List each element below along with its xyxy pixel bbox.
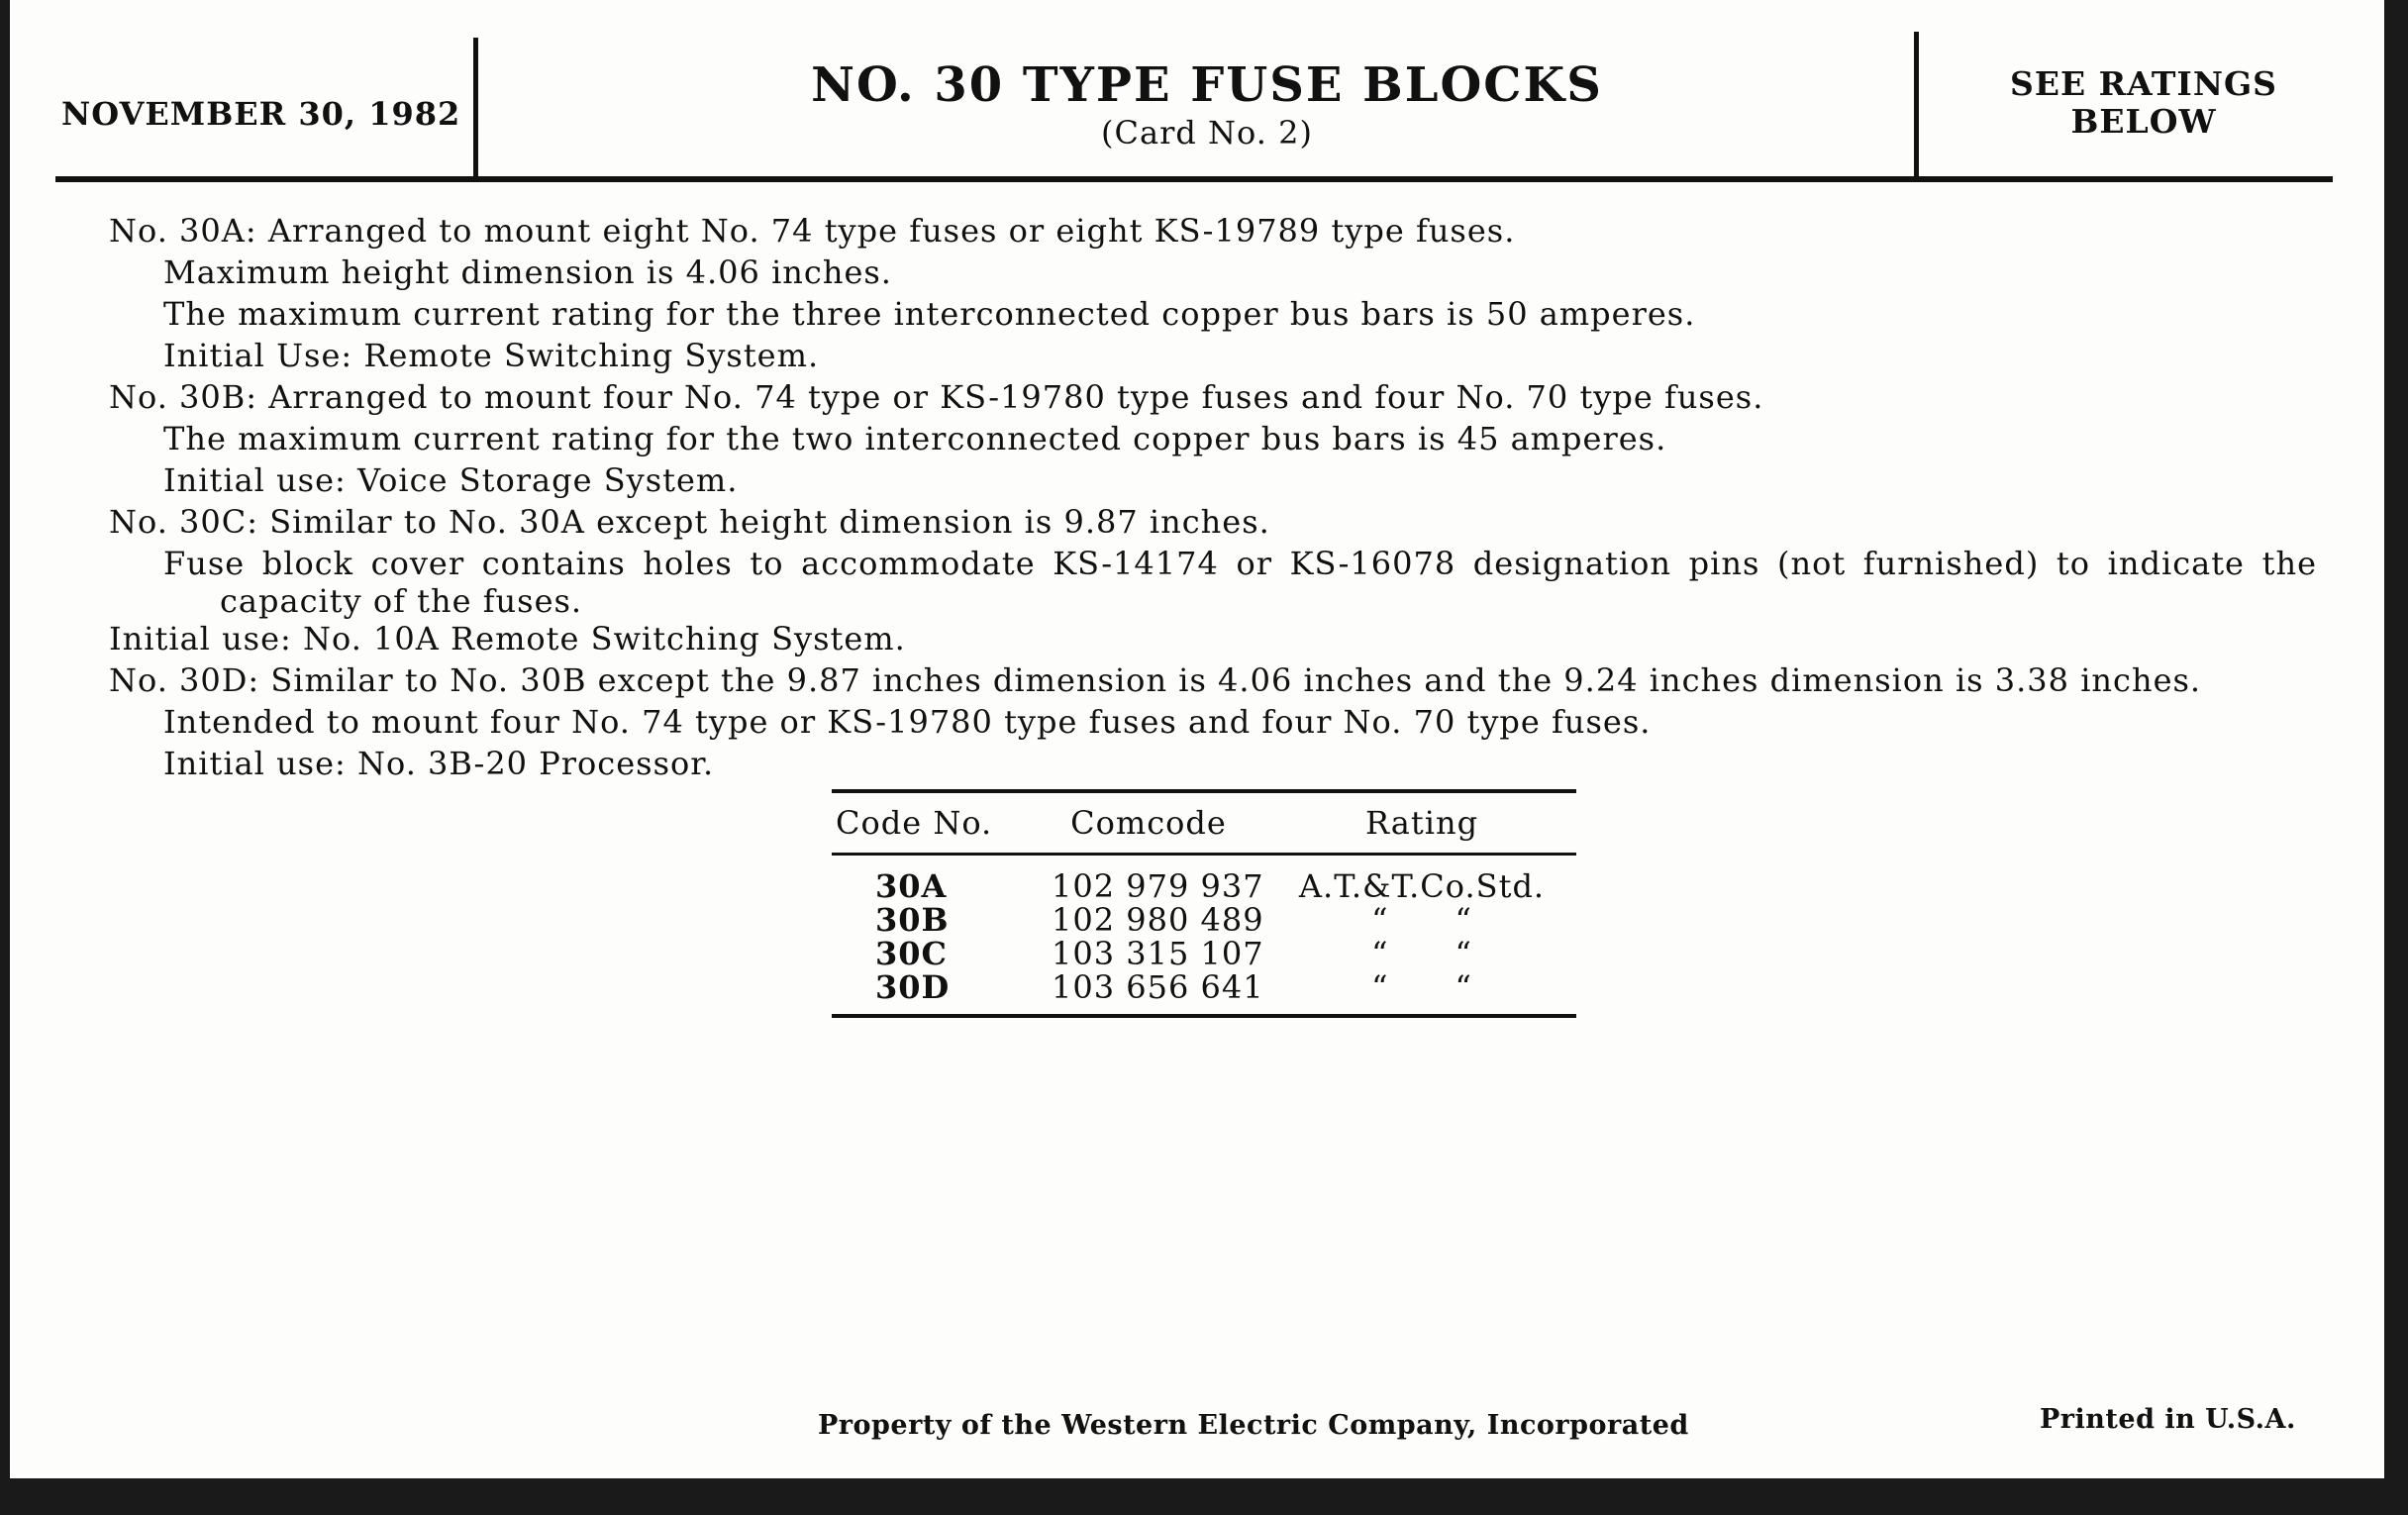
table-row xyxy=(832,970,1576,1004)
table-header-row xyxy=(832,793,1576,853)
cell-comcode: 103 656 641 xyxy=(1052,968,1264,1006)
card-subtitle: (Card No. 2) xyxy=(1101,113,1313,152)
ratings-note xyxy=(1941,65,2347,141)
body-line: Maximum height dimension is 4.06 inches. xyxy=(163,253,892,291)
footer-printed-notice: Printed in U.S.A. xyxy=(2040,1404,2296,1435)
body-line: The maximum current rating for the three interconnected copper bus bars is 50 amperes. xyxy=(163,295,1696,333)
cell-rating: “ “ xyxy=(1371,935,1472,972)
body-line: Initial use: Voice Storage System. xyxy=(163,461,739,499)
ratings-note-line-1: SEE RATINGS xyxy=(2009,64,2278,103)
table-row xyxy=(832,869,1576,903)
col-header-code: Code No. xyxy=(836,804,993,842)
cell-rating: “ “ xyxy=(1371,901,1472,939)
body-line: Fuse block cover contains holes to accommodate KS-14174 or KS-16078 designation pins (not furnished) to indicate the xyxy=(163,545,2317,582)
card-date: NOVEMBER 30, 1982 xyxy=(61,95,461,133)
table-bottom-rule xyxy=(832,1014,1576,1018)
body-line: Initial Use: Remote Switching System. xyxy=(163,337,820,374)
col-header-comcode: Comcode xyxy=(1070,804,1227,842)
table-body xyxy=(832,856,1576,1014)
card-title-block xyxy=(485,59,1929,152)
body-line: No. 30C: Similar to No. 30A except height dimension is 9.87 inches. xyxy=(109,503,1270,541)
cell-code: 30C xyxy=(875,935,948,972)
body-line: No. 30B: Arranged to mount four No. 74 type or KS-19780 type fuses and four No. 70 type fuses. xyxy=(109,378,1764,416)
table-row xyxy=(832,903,1576,937)
header-divider-right xyxy=(1914,32,1919,176)
body-line: Intended to mount four No. 74 type or KS-19780 type fuses and four No. 70 type fuses. xyxy=(163,703,1652,741)
body-line: No. 30A: Arranged to mount eight No. 74 type fuses or eight KS-19789 type fuses. xyxy=(109,212,1516,250)
cell-rating: “ “ xyxy=(1371,968,1472,1006)
body-line: Initial use: No. 10A Remote Switching System. xyxy=(109,620,906,657)
body-line: Initial use: No. 3B-20 Processor. xyxy=(163,745,715,782)
card-title: NO. 30 TYPE FUSE BLOCKS xyxy=(811,57,1603,113)
body-line: No. 30D: Similar to No. 30B except the 9.87 inches dimension is 4.06 inches and the 9.24 inches dimension is 3.38 inches. xyxy=(109,661,2202,699)
body-line: capacity of the fuses. xyxy=(220,582,583,620)
header-rule xyxy=(55,176,2333,182)
body-line: The maximum current rating for the two interconnected copper bus bars is 45 amperes. xyxy=(163,420,1667,457)
cell-code: 30B xyxy=(875,901,950,939)
ratings-table xyxy=(832,789,1576,1018)
col-header-rating: Rating xyxy=(1364,804,1479,842)
description-text xyxy=(109,210,2317,784)
cell-comcode: 103 315 107 xyxy=(1052,935,1264,972)
table-row xyxy=(832,937,1576,970)
header-divider-left xyxy=(473,38,478,182)
fuse-block-card xyxy=(10,0,2384,1478)
cell-comcode: 102 980 489 xyxy=(1052,901,1264,939)
cell-comcode: 102 979 937 xyxy=(1052,867,1264,905)
cell-code: 30D xyxy=(875,968,951,1006)
ratings-note-line-2: BELOW xyxy=(2070,102,2217,141)
cell-rating: A.T.&T.Co.Std. xyxy=(1298,867,1546,905)
footer-property-notice: Property of the Western Electric Company, Incorporated xyxy=(818,1410,1689,1441)
cell-code: 30A xyxy=(875,867,948,905)
